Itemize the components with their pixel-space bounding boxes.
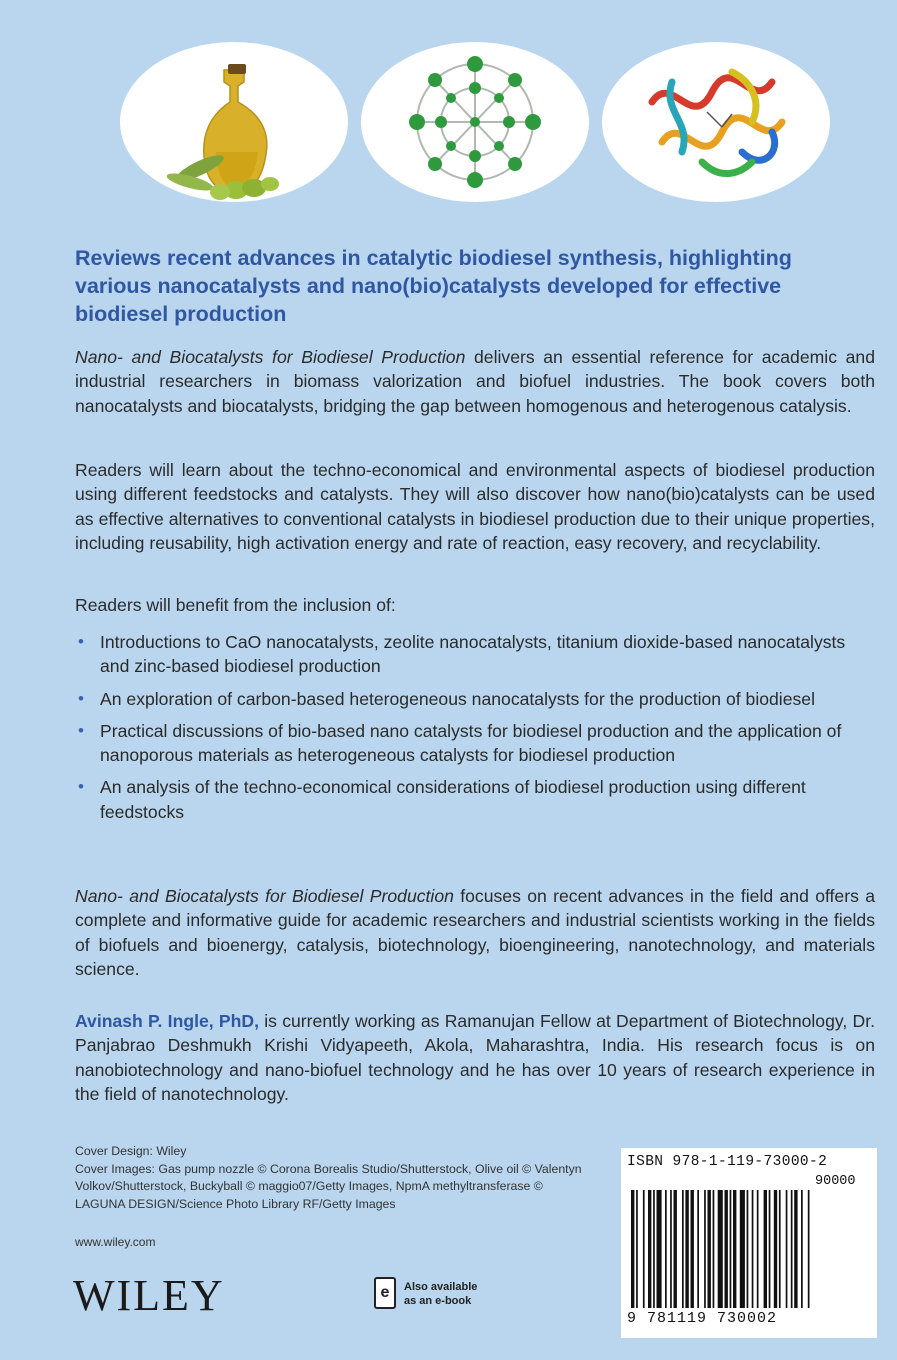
- bullet-icon: •: [78, 688, 84, 708]
- book-title: Nano- and Biocatalysts for Biodiesel Production: [75, 347, 466, 367]
- barcode-bar: [665, 1190, 667, 1308]
- publisher-url[interactable]: www.wiley.com: [75, 1235, 156, 1249]
- author-bio: [75, 1009, 875, 1106]
- list-item-text: An exploration of carbon-based heterogeneous nanocatalysts for the production of biodiesel: [100, 688, 815, 709]
- barcode-bar: [786, 1190, 788, 1308]
- barcode-bar: [670, 1190, 672, 1308]
- barcode-bar: [713, 1190, 715, 1308]
- ebook-badge: [374, 1277, 514, 1313]
- protein-structure-image: [602, 42, 830, 202]
- bullet-icon: •: [78, 777, 84, 797]
- list-item-text: An analysis of the techno-economical considerations of biodiesel production using different feedstocks: [100, 777, 806, 822]
- readers-learn-paragraph: Readers will learn about the techno-economical and environmental aspects of biodiesel production using different feedstocks and catalysts. They will also discover how nano(bio)catalysts can be used as effective alternatives to conventional catalysts in biodiesel production due to their unique properties, including reusability, high activation energy and rate of reaction, easy recovery, and recyclability.: [75, 460, 875, 553]
- barcode-bar: [631, 1190, 634, 1308]
- focus-text: focuses on recent advances in the field and offers a complete and informative guide for academic researchers and industrial scientists working in the fields of biofuels and bioenergy, catalysis, biotechnology, bioengineering, nanotechnology, and materials science.: [75, 886, 876, 979]
- barcode: [631, 1190, 869, 1308]
- author-bio-text: is currently working as Ramanujan Fellow at Department of Biotechnology, Dr. Panjabrao Deshmukh Krishi Vidyapeeth, Akola, Maharashtra, India. His research focus is on nanobiotechnology and nano-biofuel technology and he has over 10 years of research experience in the field of nanotechnology.: [75, 1011, 876, 1104]
- benefits-list: [75, 630, 875, 832]
- barcode-bar: [682, 1190, 684, 1308]
- barcode-bar: [697, 1190, 699, 1308]
- barcode-bar: [704, 1190, 706, 1308]
- olive-oil-image: [120, 42, 348, 202]
- wiley-logo: WILEY: [73, 1271, 225, 1320]
- list-item: [75, 630, 875, 679]
- book-title: Nano- and Biocatalysts for Biodiesel Production: [75, 886, 454, 906]
- list-item: [75, 687, 875, 711]
- ebook-line-1: Also available: [404, 1281, 478, 1293]
- barcode-bar: [752, 1190, 754, 1308]
- price-code: 90000: [815, 1174, 856, 1189]
- list-item-text: Introductions to CaO nanocatalysts, zeolite nanocatalysts, titanium dioxide-based nanocatalysts and zinc-based biodiesel production: [100, 632, 846, 677]
- barcode-bar: [674, 1190, 677, 1308]
- barcode-bar: [740, 1190, 745, 1308]
- focus-paragraph: [75, 884, 875, 981]
- list-item: [75, 775, 875, 824]
- barcode-bar: [747, 1190, 749, 1308]
- barcode-bar: [733, 1190, 736, 1308]
- description-paragraph: [75, 345, 875, 418]
- benefits-intro: Readers will benefit from the inclusion of:: [75, 595, 396, 615]
- isbn: ISBN 978-1-119-73000-2: [627, 1154, 828, 1170]
- barcode-bar: [791, 1190, 793, 1308]
- ebook-line-2: as an e-book: [404, 1295, 472, 1307]
- barcode-bar: [779, 1190, 781, 1308]
- cover-design-credit: Cover Design: Wiley: [75, 1144, 187, 1158]
- barcode-bar: [794, 1190, 797, 1308]
- bullet-icon: •: [78, 720, 84, 740]
- barcode-bar: [808, 1190, 810, 1308]
- author-name: Avinash P. Ingle, PhD,: [75, 1011, 259, 1031]
- barcode-bar: [757, 1190, 759, 1308]
- ebook-icon: e: [374, 1277, 396, 1309]
- description-text: delivers an essential reference for academic and industrial researchers in biomass valorization and biofuel industries. The book covers both nanocatalysts and biocatalysts, bridging the gap between homogenous and heterogenous catalysis.: [75, 347, 875, 416]
- headline: Reviews recent advances in catalytic biodiesel synthesis, highlighting various nanocatalysts and nano(bio)catalysts developed for effective biodiesel production: [75, 246, 792, 326]
- barcode-box: [621, 1148, 877, 1338]
- barcode-bar: [685, 1190, 688, 1308]
- cover-credits: [75, 1143, 595, 1213]
- barcode-bar: [636, 1190, 638, 1308]
- list-item: [75, 719, 875, 768]
- barcode-bar: [764, 1190, 767, 1308]
- barcode-bar: [653, 1190, 655, 1308]
- buckyball-image: [361, 42, 589, 202]
- barcode-bar: [708, 1190, 711, 1308]
- barcode-bar: [657, 1190, 662, 1308]
- barcode-bar: [774, 1190, 777, 1308]
- barcode-bar: [691, 1190, 694, 1308]
- barcode-bar: [769, 1190, 771, 1308]
- barcode-bar: [725, 1190, 728, 1308]
- barcode-bar: [730, 1190, 732, 1308]
- cover-images-credit: Cover Images: Gas pump nozzle © Corona Borealis Studio/Shutterstock, Olive oil © Valentyn Volkov/Shutterstock, Buckyball © maggio07/Getty Images, NpmA methyltransferase © LAGUNA DESIGN/Science Photo Library RF/Getty Images: [75, 1161, 582, 1211]
- list-item-text: Practical discussions of bio-based nano catalysts for biodiesel production and the application of nanoporous materials as heterogeneous catalysts for biodiesel production: [100, 720, 842, 766]
- barcode-bar: [801, 1190, 803, 1308]
- barcode-bar: [718, 1190, 723, 1308]
- barcode-bar: [648, 1190, 651, 1308]
- ebook-text: [404, 1280, 477, 1308]
- bullet-icon: •: [78, 632, 84, 651]
- barcode-digits: 9 781119 730002: [627, 1310, 778, 1327]
- barcode-bar: [643, 1190, 645, 1308]
